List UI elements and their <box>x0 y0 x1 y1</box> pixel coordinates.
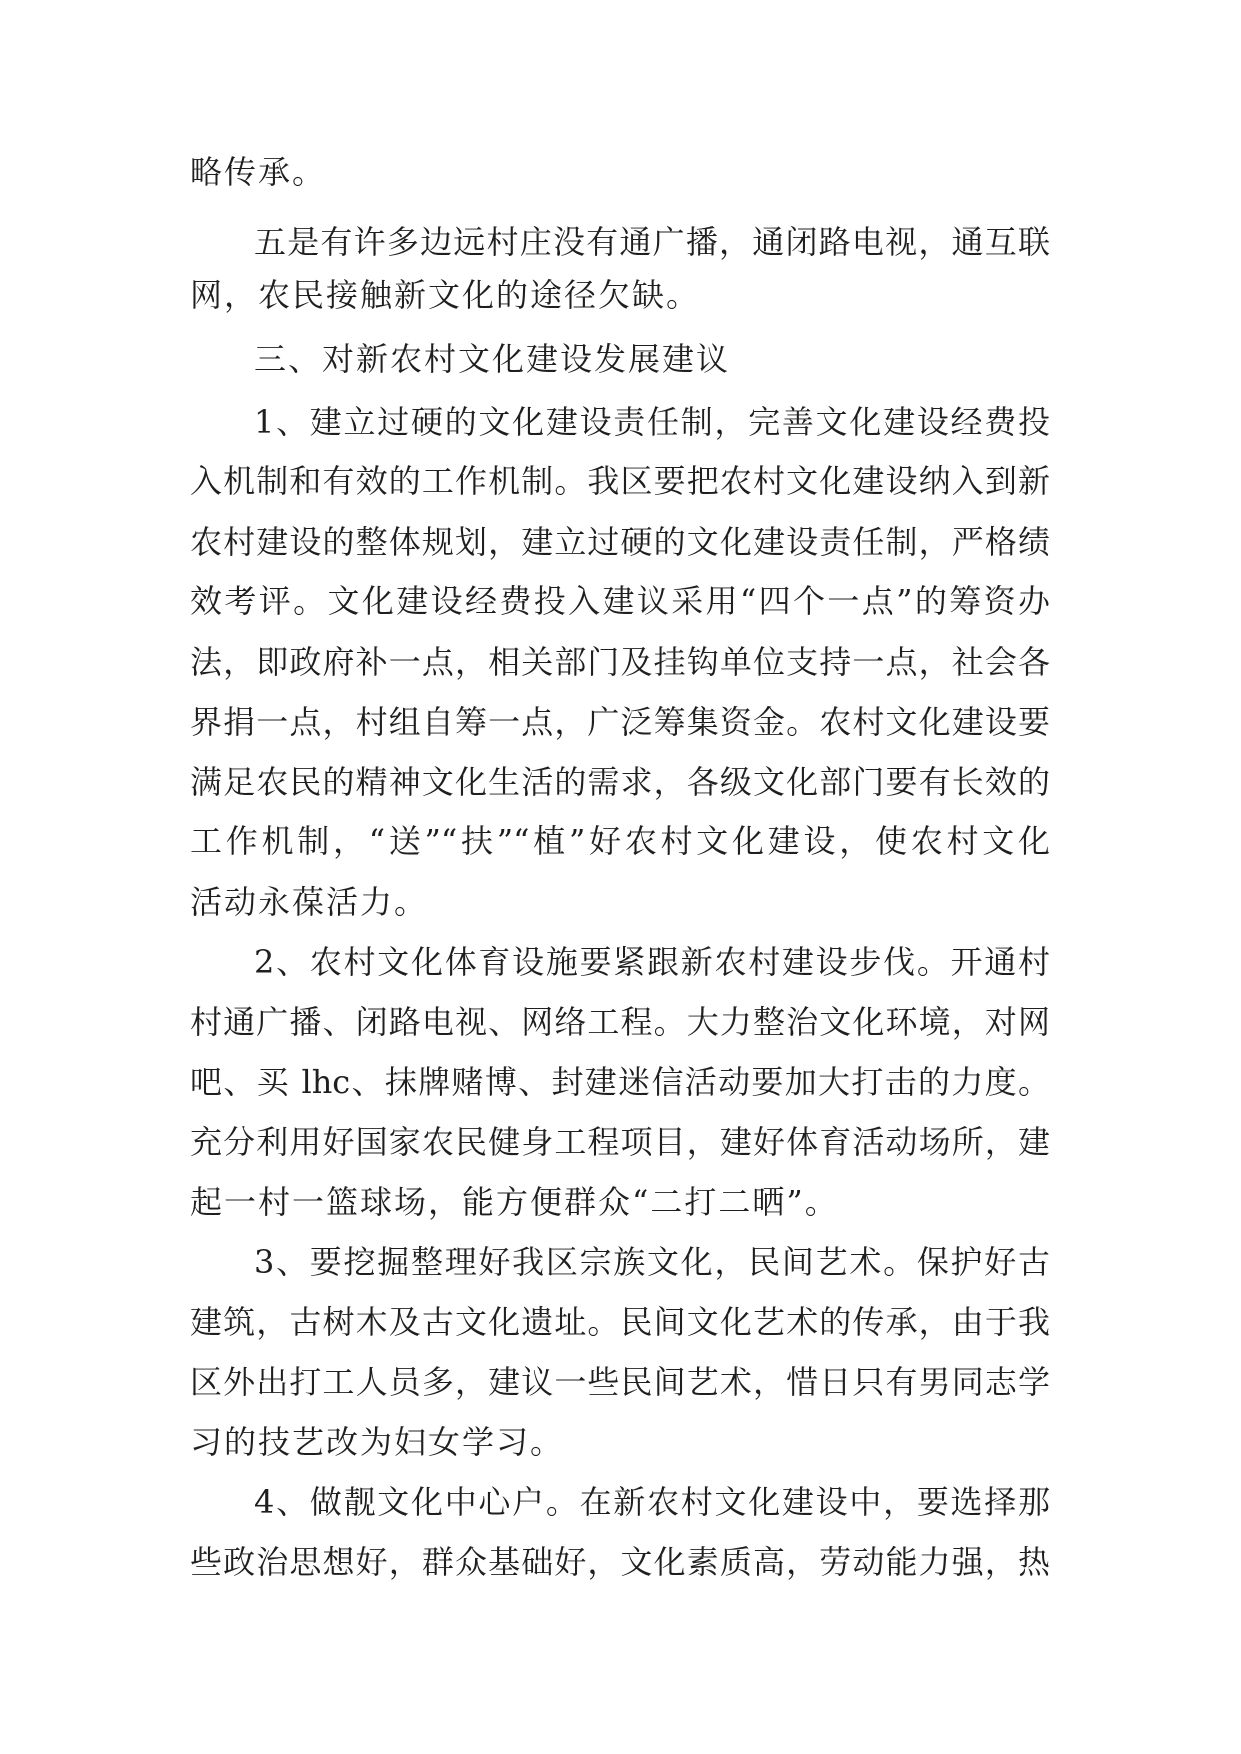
text-line-19: 3、要挖掘整理好我区宗族文化，民间艺术。保护好古 <box>254 1243 1050 1281</box>
text-line-23: 4、做靓文化中心户。在新农村文化建设中，要选择那 <box>254 1483 1050 1521</box>
text-line-15: 村通广播、闭路电视、网络工程。大力整治文化环境，对网 <box>190 1003 1050 1041</box>
text-line-7: 农村建设的整体规划，建立过硬的文化建设责任制，严格绩 <box>190 523 1050 561</box>
text-line-18: 起一村一篮球场，能方便群众“二打二晒”。 <box>190 1183 839 1221</box>
text-line-2: 五是有许多边远村庄没有通广播，通闭路电视，通互联 <box>254 223 1050 261</box>
text-line-20: 建筑，古树木及古文化遗址。民间文化艺术的传承，由于我 <box>190 1303 1050 1341</box>
text-line-12: 工作机制，“送”“扶”“植”好农村文化建设，使农村文化 <box>190 822 1050 860</box>
text-line-5: 1、建立过硬的文化建设责任制，完善文化建设经费投 <box>254 403 1050 441</box>
text-line-13: 活动永葆活力。 <box>190 883 429 921</box>
text-line-17: 充分利用好国家农民健身工程项目，建好体育活动场所，建 <box>190 1123 1050 1161</box>
text-line-14: 2、农村文化体育设施要紧跟新农村建设步伐。开通村 <box>254 943 1050 981</box>
text-line-11: 满足农民的精神文化生活的需求，各级文化部门要有长效的 <box>190 763 1050 801</box>
text-line-6: 入机制和有效的工作机制。我区要把农村文化建设纳入到新 <box>190 462 1050 500</box>
text-line-9: 法，即政府补一点，相关部门及挂钩单位支持一点，社会各 <box>190 643 1050 681</box>
text-line-8: 效考评。文化建设经费投入建议采用“四个一点”的筹资办 <box>190 582 1050 620</box>
section-heading: 三、对新农村文化建设发展建议 <box>254 340 731 378</box>
text-line-21: 区外出打工人员多，建议一些民间艺术，惜日只有男同志学 <box>190 1363 1050 1401</box>
text-line-3: 网，农民接触新文化的途径欠缺。 <box>190 276 701 314</box>
text-line-10: 界捐一点，村组自筹一点，广泛筹集资金。农村文化建设要 <box>190 703 1050 741</box>
text-line-22: 习的技艺改为妇女学习。 <box>190 1423 565 1461</box>
text-line-24: 些政治思想好，群众基础好，文化素质高，劳动能力强，热 <box>190 1543 1050 1581</box>
text-line-16: 吧、买 lhc、抹牌赌博、封建迷信活动要加大打击的力度。 <box>190 1063 1050 1101</box>
text-line-1: 略传承。 <box>190 153 327 191</box>
